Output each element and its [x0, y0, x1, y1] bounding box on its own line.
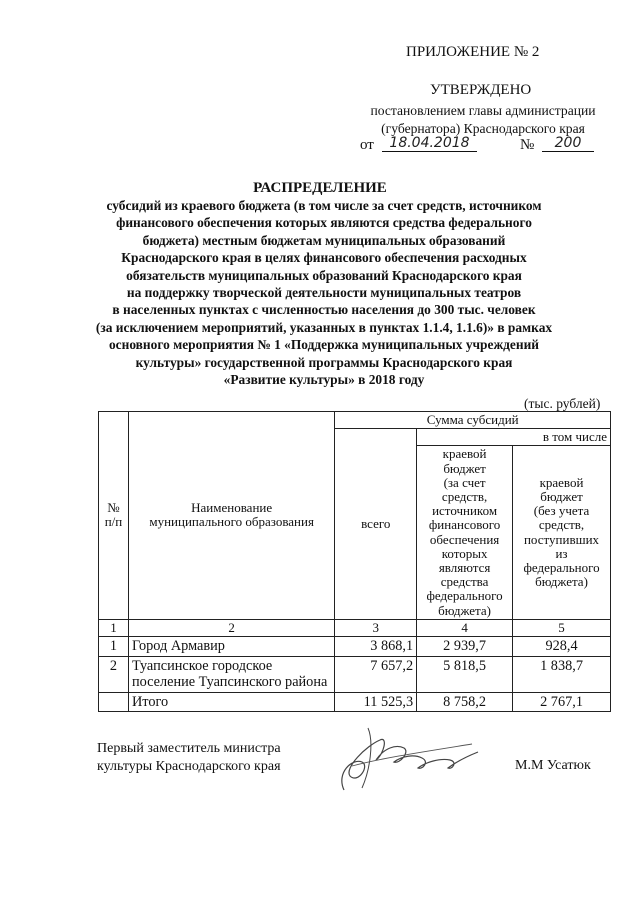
- row-total: 3 868,1: [335, 637, 417, 657]
- subtitle-line: основного мероприятия № 1 «Поддержка муниципальных учреждений: [108, 337, 540, 353]
- header-federal-line: источником: [432, 503, 498, 519]
- column-number: 5: [513, 619, 611, 636]
- decree-number: 200: [542, 135, 594, 152]
- header-regional-line: бюджета): [535, 574, 588, 590]
- header-regional-line: федерального: [523, 560, 600, 576]
- header-num: [99, 412, 129, 620]
- header-name: [128, 412, 334, 620]
- header-total: всего: [335, 429, 417, 620]
- number-prefix: №: [520, 137, 535, 153]
- handwritten-signature: [322, 718, 492, 798]
- header-name-line: муниципального образования: [149, 514, 314, 530]
- decree-reference: [352, 102, 614, 138]
- date-prefix: от: [360, 137, 374, 153]
- column-number: 4: [417, 619, 513, 636]
- subsidy-table: [98, 411, 611, 712]
- column-number-row: [99, 619, 611, 636]
- decree-line: постановлением главы администрации: [370, 103, 596, 118]
- signatory-name: М.М Усатюк: [515, 758, 591, 773]
- subtitle-line: субсидий из краевого бюджета (в том числе за счет средств, источником: [106, 198, 542, 213]
- header-federal-line: которых: [441, 545, 488, 561]
- signatory-position-line: Первый заместитель министра: [97, 741, 281, 756]
- subtitle-line: «Развитие культуры» в 2018 году: [223, 372, 425, 388]
- header-regional-line: поступивших: [523, 531, 600, 547]
- header-federal-line: бюджета): [438, 602, 491, 618]
- header-federal-line: обеспечения: [429, 531, 500, 547]
- total-num-empty: [99, 692, 129, 712]
- signatory-position: [97, 740, 281, 776]
- header-regional-line: (без учета: [533, 503, 590, 519]
- signatory-position-line: культуры Краснодарского края: [97, 759, 281, 774]
- header-federal-line: федерального: [426, 588, 503, 604]
- header-federal-line: краевой бюджет: [442, 446, 487, 476]
- header-federal: [417, 446, 513, 619]
- total-row: [99, 692, 611, 712]
- header-federal-line: финансового: [428, 517, 501, 533]
- row-federal: 5 818,5: [417, 656, 513, 692]
- header-sum-group: Сумма субсидий: [335, 412, 611, 429]
- column-number: 3: [335, 619, 417, 636]
- row-num: 1: [99, 637, 129, 657]
- units-label: (тыс. рублей): [524, 396, 601, 411]
- subtitle-line: обязательств муниципальных образований Краснодарского края: [126, 267, 522, 283]
- total-label: Итого: [128, 692, 334, 712]
- subtitle-line: (за исключением мероприятий, указанных в пунктах 1.1.4, 1.1.6)» в рамках: [95, 319, 553, 335]
- header-num-line: п/п: [104, 514, 123, 530]
- header-regional-line: средств,: [538, 517, 585, 533]
- subtitle-line: бюджета) местным бюджетам муниципальных образований: [142, 232, 506, 248]
- header-regional: [513, 446, 611, 619]
- subtitle-line: культуры» государственной программы Краснодарского края: [135, 354, 513, 370]
- header-federal-line: (за счет средств,: [441, 474, 488, 505]
- total-sum: 11 525,3: [335, 692, 417, 712]
- row-num: 2: [99, 656, 129, 692]
- row-regional: 1 838,7: [513, 656, 611, 692]
- decree-date-line: [360, 137, 600, 159]
- document-subtitle: [64, 197, 584, 388]
- column-number: 1: [99, 619, 129, 636]
- total-federal: 8 758,2: [417, 692, 513, 712]
- header-name-line: Наименование: [191, 500, 273, 516]
- subtitle-line: на поддержку творческой деятельности муниципальных театров: [126, 285, 522, 301]
- subtitle-line: Краснодарского края в целях финансового обеспечения расходных: [121, 250, 527, 266]
- row-name: Туапсинское городское поселение Туапсинского района: [128, 656, 334, 692]
- total-regional: 2 767,1: [513, 692, 611, 712]
- header-federal-line: являются: [438, 560, 491, 576]
- header-incl: в том числе: [417, 429, 611, 446]
- subtitle-line: в населенных пунктах с численностью населения до 300 тыс. человек: [112, 302, 536, 318]
- header-row: [99, 412, 611, 429]
- approved-label: УТВЕРЖДЕНО: [430, 82, 532, 98]
- decree-date: 18.04.2018: [382, 135, 477, 152]
- table-row: [99, 656, 611, 692]
- header-regional-line: из: [555, 545, 568, 561]
- header-regional-line: краевой: [539, 474, 584, 490]
- subtitle-line: финансового обеспечения которых являются средства федерального: [116, 215, 532, 231]
- column-number: 2: [128, 619, 334, 636]
- table-row: [99, 637, 611, 657]
- document-title: РАСПРЕДЕЛЕНИЕ: [253, 180, 387, 196]
- header-num-line: №: [107, 500, 120, 516]
- row-federal: 2 939,7: [417, 637, 513, 657]
- row-total: 7 657,2: [335, 656, 417, 692]
- appendix-label: ПРИЛОЖЕНИЕ № 2: [406, 44, 540, 60]
- row-regional: 928,4: [513, 637, 611, 657]
- header-federal-line: средства: [440, 574, 489, 590]
- decree-line: (губернатора) Краснодарского края: [381, 121, 585, 136]
- row-name: Город Армавир: [128, 637, 334, 657]
- header-regional-line: бюджет: [540, 489, 583, 505]
